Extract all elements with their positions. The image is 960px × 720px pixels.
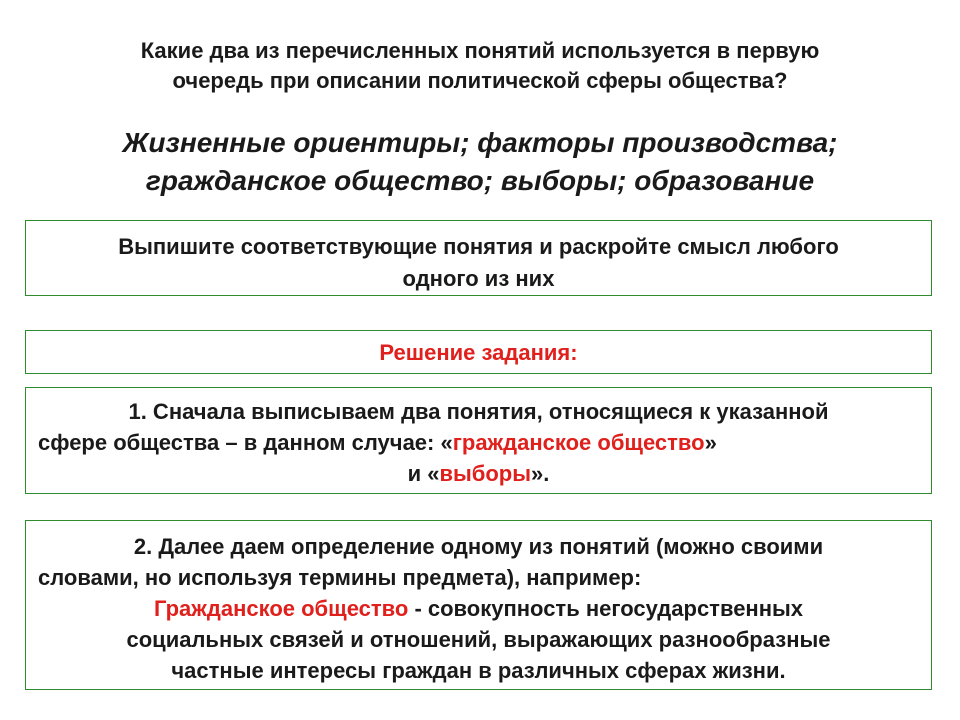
question-line-2: очередь при описании политической сферы общества? bbox=[172, 68, 788, 93]
step1-term-civil-society: гражданское общество bbox=[452, 430, 705, 455]
question-text bbox=[40, 36, 920, 96]
step1-line-2-post: » bbox=[704, 430, 717, 455]
step1-line-1: 1. Сначала выписываем два понятия, относящиеся к указанной bbox=[128, 399, 829, 424]
step2-line-5: частные интересы граждан в различных сферах жизни. bbox=[171, 658, 786, 683]
step2-line-2: словами, но используя термины предмета), например: bbox=[38, 565, 642, 590]
step1-line-3 bbox=[26, 458, 931, 489]
task-box bbox=[25, 220, 932, 296]
step2-line-1: 2. Далее даем определение одному из понятий (можно своими bbox=[133, 534, 824, 559]
step1-line-2-pre: сфере общества – в данном случае: « bbox=[38, 430, 453, 455]
step2-box bbox=[25, 520, 932, 690]
step1-line-2 bbox=[26, 427, 931, 458]
step2-term-civil-society: Гражданское общество bbox=[153, 596, 409, 621]
step1-term-elections: выборы bbox=[439, 461, 532, 486]
step1-line-3-post: ». bbox=[531, 461, 550, 486]
task-line-2: одного из них bbox=[402, 266, 555, 291]
step1-box bbox=[25, 387, 932, 494]
options-list bbox=[30, 124, 930, 200]
options-line-2: гражданское общество; выборы; образование bbox=[145, 165, 815, 196]
question-line-1: Какие два из перечисленных понятий используется в первую bbox=[140, 38, 820, 63]
solution-title-box bbox=[25, 330, 932, 374]
step2-line-3-post: - совокупность негосударственных bbox=[408, 596, 804, 621]
step2-line-3 bbox=[26, 593, 931, 624]
options-line-1: Жизненные ориентиры; факторы производства; bbox=[122, 127, 838, 158]
solution-title: Решение задания: bbox=[379, 340, 578, 365]
step2-line-4: социальных связей и отношений, выражающих разнообразные bbox=[126, 627, 831, 652]
step1-line-3-pre: и « bbox=[407, 461, 440, 486]
task-line-1: Выпишите соответствующие понятия и раскройте смысл любого bbox=[118, 234, 839, 259]
